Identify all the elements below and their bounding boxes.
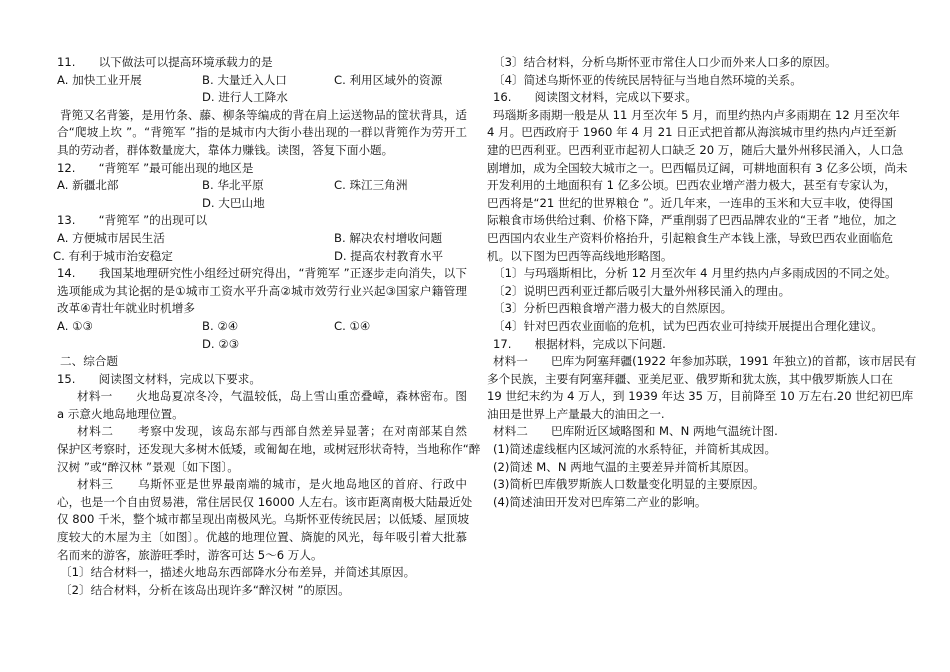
q14-option-b: B. ②④ xyxy=(202,318,239,333)
q16-paragraph-line-5: 开发利用的土地面积有 1 亿多公顷。巴西农业增产潜力极大，甚至有专家认为， xyxy=(487,178,896,193)
q16-paragraph-line-4: 剧增加，成为全国较大城市之一。巴西幅员辽阔，可耕地面积有 3 亿多公顷，尚未 xyxy=(487,160,908,175)
q17-question-4: (4)简述油田开发对巴库第二产业的影响。 xyxy=(493,494,707,509)
q13-stem: 13. “背篼军 ”的出现可以 xyxy=(57,213,208,228)
q15-material3-line-4: 度较大的木屋为主〔如图〕。优越的地理位置、旖旎的风光，每年吸引着大批慕 xyxy=(57,530,467,545)
q17-question-2: (2)简述 M、N 两地气温的主要差异并简析其原因。 xyxy=(493,459,756,474)
q12-option-a: A. 新疆北部 xyxy=(57,178,119,193)
q16-question-4: 〔4〕针对巴西农业面临的危机，试为巴西农业可持续开展提出合理化建议。 xyxy=(493,318,883,333)
q16-paragraph-line-2: 4 月。巴西政府于 1960 年 4 月 21 日正式把首都从海滨城市里约热内卢迁至新 xyxy=(487,125,897,140)
intro-line-1: 背篼又名背篓，是用竹条、藤、柳条等编成的背在肩上运送物品的筐状背具，适 xyxy=(60,107,467,122)
q15-material3-line-2: 心，也是一个自由贸易港，常住居民仅 16000 人左右。该市距离南极大陆最近处 xyxy=(57,494,473,509)
q14-option-a: A. ①③ xyxy=(57,318,93,333)
q16-paragraph-line-3: 建的巴西利亚。巴西利亚市起初人口缺乏 20 万，随后大量外州移民涌入，人口急 xyxy=(487,142,904,157)
q14-line-2: 选项能成为其论据的是①城市工资水平升高②城市效劳行业兴起③国家户籍管理 xyxy=(57,283,467,298)
q17-stem: 17. 根据材料，完成以下问题. xyxy=(493,336,666,351)
q11-option-a: A. 加快工业开展 xyxy=(57,72,142,87)
q16-stem: 16. 阅读图文材料，完成以下要求。 xyxy=(493,90,697,105)
q16-question-1: 〔1〕与玛瑙斯相比，分析 12 月至次年 4 月里约热内卢多雨成因的不同之处。 xyxy=(493,266,897,281)
q14-options-row2 xyxy=(57,336,467,354)
left-column xyxy=(53,54,481,599)
q17-material2: 材料二 巴库附近区域略图和 M、N 两地气温统计图. xyxy=(493,424,778,439)
q12-option-c: C. 珠江三角洲 xyxy=(334,178,408,193)
q16-paragraph-line-8: 巴西国内农业生产资料价格抬升，引起粮食生产本钱上涨，导致巴西农业面临危 xyxy=(487,230,893,245)
q17-question-1: (1)简述虚线框内区域河流的水系特征，并简析其成因。 xyxy=(493,442,777,457)
q11-option-c: C. 利用区域外的资源 xyxy=(334,72,443,87)
q11-option-d: D. 进行人工降水 xyxy=(202,90,288,105)
q16-paragraph-line-6: 巴西将是“21 世纪的世界粮仓 ”。近几年来，一连串的玉米和大豆丰收，使得国 xyxy=(487,195,893,210)
q15-stem: 15. 阅读图文材料，完成以下要求。 xyxy=(57,371,261,386)
q17-material1-line-3: 19 世纪末约为 4 万人，到 1939 年达 35 万，目前降至 10 万左右.20 世纪初巴库 xyxy=(487,389,914,404)
q15-material1-line-2: a 示意火地岛地理位置。 xyxy=(57,406,184,421)
q17-material1-line-1: 材料一 巴库为阿塞拜疆(1922 年参加苏联，1991 年独立)的首都，该市居民有 xyxy=(493,354,917,369)
q16-question-2: 〔2〕说明巴西利亚迁都后吸引大量外州移民涌入的理由。 xyxy=(493,283,791,298)
q15-question-1: 〔1〕结合材料一，描述火地岛东西部降水分布差异，并简述其原因。 xyxy=(60,565,416,580)
q12-option-d: D. 大巴山地 xyxy=(202,195,265,210)
q11-stem: 11. 以下做法可以提高环境承载力的是 xyxy=(57,55,273,69)
q16-question-3: 〔3〕分析巴西粮食增产潜力极大的自然原因。 xyxy=(493,301,733,316)
q12-options-row2 xyxy=(57,195,467,213)
q15-material3-line-1: 材料三 乌斯怀亚是世界最南端的城市，是火地岛地区的首府、行政中 xyxy=(77,477,467,492)
q11-options-row1 xyxy=(57,72,467,90)
q15-material1-line-1: 材料一 火地岛夏凉冬冷，气温较低，岛上雪山重峦叠嶂，森林密布。图 xyxy=(77,389,467,404)
q16-paragraph-line-9: 机。以下图为巴西等高线地形略图。 xyxy=(487,248,673,263)
q14-line-1: 14. 我国某地理研究性小组经过研究得出，“背篼军 ”正逐步走向消失，以下 xyxy=(57,266,467,281)
q17-material1-line-2: 多个民族，主要有阿塞拜疆、亚美尼亚、俄罗斯和犹太族，其中俄罗斯族人口在 xyxy=(487,371,893,386)
q17-question-3: (3)简析巴库俄罗斯族人口数量变化明显的主要原因。 xyxy=(493,477,765,492)
q13-option-b: B. 解决农村增收问题 xyxy=(334,230,443,245)
q15-question-2: 〔2〕结合材料，分析在该岛出现许多“醉汉树 ”的原因。 xyxy=(60,582,350,597)
q13-option-c: C. 有利于城市治安稳定 xyxy=(53,248,173,263)
q13-options-row2 xyxy=(53,248,467,266)
q11-option-b: B. 大量迁入人口 xyxy=(202,72,287,87)
q13-options-row1 xyxy=(57,230,467,248)
q15-material3-line-3: 仅 800 千米，整个城市都呈现出南极风光。乌斯怀亚传统民居；以低矮、屋顶坡 xyxy=(57,512,470,527)
section-2-heading: 二、综合题 xyxy=(60,354,118,369)
q14-option-c: C. ①④ xyxy=(334,318,371,333)
q14-option-d: D. ②③ xyxy=(202,336,240,351)
q16-paragraph-line-7: 际粮食市场供给过剩、价格下降，严重削弱了巴西品牌农业的“王者 ”地位，加之 xyxy=(487,213,897,228)
q15-material2-line-2: 保护区考察时，还发现大多树木低矮，或匍匐在地，或树冠形状奇特，当地称作“醉 xyxy=(57,442,481,457)
q13-option-a: A. 方便城市居民生活 xyxy=(57,230,165,245)
q15-question-3: 〔3〕结合材料，分析乌斯怀亚市常住人口少而外来人口多的原因。 xyxy=(493,55,837,69)
q15-material2-line-1: 材料二 考察中发现，该岛东部与西部自然差异显著；在对南部某自然 xyxy=(77,424,467,439)
right-column xyxy=(487,54,917,511)
q11-options-row2 xyxy=(57,89,467,107)
intro-line-2: 合“爬坡上坎 ”。“背篼军 ”指的是城市内大街小巷出现的一群以背篼作为劳开工 xyxy=(57,125,467,140)
q15-material2-line-3: 汉树 ”或“醉汉林 ”景观〔如下图〕。 xyxy=(57,459,239,474)
q14-line-3: 改革④青壮年就业时机增多 xyxy=(57,301,195,316)
q15-question-4: 〔4〕简述乌斯怀亚的传统民居特征与当地自然环境的关系。 xyxy=(493,72,802,87)
intro-line-3: 具的劳动者，群体数量庞大，靠体力赚钱。读图，答复下面小题。 xyxy=(57,142,394,157)
q17-material1-line-4: 油田是世界上产量最大的油田之一. xyxy=(487,406,665,421)
q12-options-row1 xyxy=(57,177,467,195)
q15-material3-line-5: 名而来的游客，旅游旺季时，游客可达 5～6 万人。 xyxy=(57,547,323,562)
q12-option-b: B. 华北平原 xyxy=(202,178,264,193)
q16-paragraph-line-1: 玛瑙斯多雨期一般是从 11 月至次年 5 月，而里约热内卢多雨期在 12 月至次年 xyxy=(493,107,900,122)
q14-options-row1 xyxy=(57,318,467,336)
q12-stem: 12. “背篼军 ”最可能出现的地区是 xyxy=(57,160,254,175)
q13-option-d: D. 提高农村教育水平 xyxy=(334,248,444,263)
